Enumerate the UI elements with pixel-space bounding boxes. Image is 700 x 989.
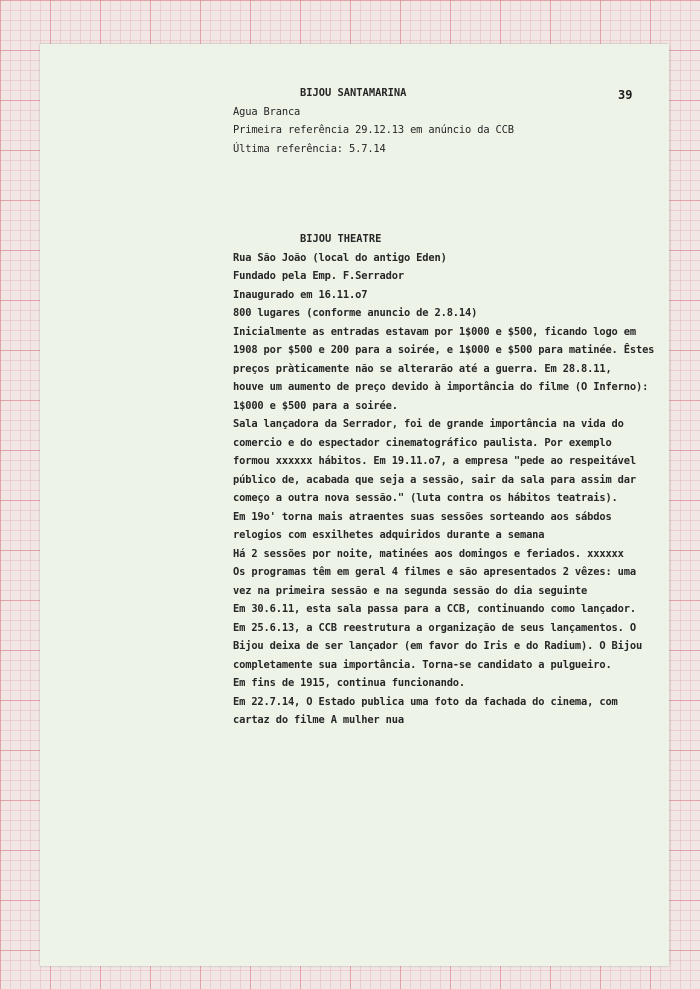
text-line: houve um aumento de preço devido à importância do filme (O Inferno): <box>233 381 649 393</box>
page-number: 39 <box>618 88 633 102</box>
text-line: começo a outra nova sessão." (luta contra os hábitos teatrais). <box>233 492 618 504</box>
text-line: vez na primeira sessão e na segunda sessão do dia seguinte <box>233 584 588 597</box>
text-line: Bijou deixa de ser lançador (em favor do Iris e do Radium). O Bijou <box>233 640 643 652</box>
section-bijou-santamarina <box>233 84 514 158</box>
text-line: Última referência: 5.7.14 <box>233 142 386 155</box>
document-page <box>40 44 669 966</box>
text-line: Agua Branca <box>233 105 301 118</box>
text-line: cartaz do filme A mulher nua <box>233 714 404 726</box>
text-line: formou xxxxxx hábitos. Em 19.11.o7, a empresa "pede ao respeitável <box>233 455 636 467</box>
text-line: 1908 por $500 e 200 para a soirée, e 1$000 e $500 para matinée. Êstes <box>233 344 655 356</box>
text-line: preços pràticamente não se alterarão até a guerra. Em 28.8.11, <box>233 362 612 375</box>
text-line: Em 25.6.13, a CCB reestrutura a organização de seus lançamentos. O <box>233 621 636 634</box>
text-line: Rua São João (local do antigo Eden) <box>233 251 447 264</box>
text-line: Em fins de 1915, continua funcionando. <box>233 677 466 689</box>
section-bijou-theatre <box>233 230 654 730</box>
text-line: Inaugurado em 16.11.o7 <box>233 288 368 301</box>
text-line: 1$000 e $500 para a soirée. <box>233 399 398 412</box>
text-line: Em 30.6.11, esta sala passa para a CCB, continuando como lançador. <box>233 603 636 615</box>
text-line: Os programas têm em geral 4 filmes e são apresentados 2 vêzes: uma <box>233 566 636 578</box>
section-title: BIJOU THEATRE <box>300 233 382 245</box>
text-line: público de, acabada que seja a sessão, sair da sala para assim dar <box>233 473 636 486</box>
text-line: Em 19o' torna mais atraentes suas sessões sorteando aos sábdos <box>233 510 612 523</box>
text-line: comercio e do espectador cinematográfico paulista. Por exemplo <box>233 436 612 449</box>
text-line: completamente sua importância. Torna-se candidato a pulgueiro. <box>233 658 612 671</box>
text-line: Primeira referência 29.12.13 em anúncio da CCB <box>233 124 514 136</box>
text-line: Inicialmente as entradas estavam por 1$000 e $500, ficando logo em <box>233 325 636 338</box>
text-line: Sala lançadora da Serrador, foi de grande importância na vida do <box>233 418 624 430</box>
text-line: 800 lugares (conforme anuncio de 2.8.14) <box>233 307 478 319</box>
text-line: Fundado pela Emp. F.Serrador <box>233 270 404 282</box>
section-title: BIJOU SANTAMARINA <box>300 87 407 99</box>
text-line: Há 2 sessões por noite, matinées aos domingos e feriados. xxxxxx <box>233 547 624 560</box>
text-line: Em 22.7.14, O Estado publica uma foto da fachada do cinema, com <box>233 695 618 708</box>
text-line: relogios com esxilhetes adquiridos durante a semana <box>233 529 545 541</box>
